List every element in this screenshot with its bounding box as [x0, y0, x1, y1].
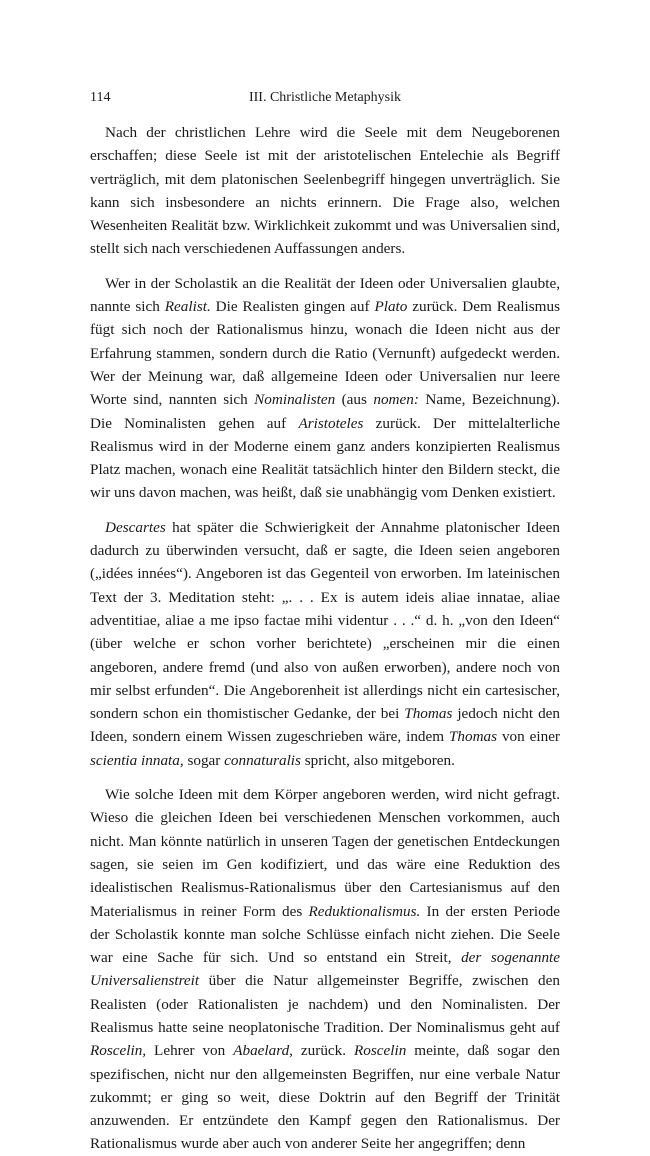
- italic-text: Plato: [374, 298, 408, 316]
- text-run: von einer: [497, 728, 560, 746]
- running-head: III. Christliche Metaphysik: [248, 90, 402, 105]
- text-run: zurück. Der mittelalterliche Realismus wird in der Moderne einem ganz anders konzipierten Realismus Platz machen, wonach eine Realität tatsächlich hinter den Bildern steckt, die wir uns davon machen, was heißt, daß sie unabhängig vom Denken existiert.: [90, 414, 561, 502]
- italic-text: Descartes: [105, 518, 166, 536]
- text-run: hat später die Schwierigkeit der Annahme platonischer Ideen dadurch zu überwinden versucht, daß er sagte, die Ideen seien angeboren („idées innées“). Angeboren ist das Gegenteil von erworben. Im lateinischen Text der 3. Meditation steht: „. . . Ex is autem ideis aliae innatae, aliae adventitiae, aliae a me ipso factae mihi videntur . . .“ d. h. „von den Ideen“ (über welche er schon vorher berichtete) „erscheinen mir die einen angeboren, andere fremd (und also von außen erworben), andere noch von mir selbst erfunden“. Die Angeborenheit ist allerdings nicht ein cartesischer, sondern schon ein thomistischer Gedanke, der bei: [90, 518, 560, 723]
- italic-text: Thomas: [448, 728, 498, 746]
- text-run: über die Natur allgemeinster Begriffe, zwischen den Realisten (oder Rationalisten je nachdem) und den Nominalisten. Der Realismus hatte seine neoplatonische Tradition. Der Nominalismus geht auf: [90, 972, 560, 1036]
- text-run: Name, Bezeichnung). Die Nominalisten gehen auf: [90, 391, 560, 432]
- text-run: (aus: [335, 391, 374, 409]
- text-run: zurück. Dem Realismus fügt sich noch der Rationalismus hinzu, wonach die Ideen nicht aus der Erfahrung stammen, sondern durch die Ratio (Vernunft) aufgedeckt werden. Wer der Meinung war, daß allgemeine Ideen oder Universalien nur leere Worte sind, nannten sich: [90, 298, 560, 409]
- italic-text: Nominalisten: [254, 391, 336, 409]
- text-run: Wie solche Ideen mit dem Körper angeboren werden, wird nicht gefragt. Wieso die gleichen Ideen bei verschiedenen Menschen vorkommen, auch nicht. Man könnte natürlich in unseren Tagen der genetischen Entdeckungen sagen, sie seien im Gen kodifiziert, und das wäre eine Reduktion des idealistischen Realismus-Rationalismus über den Cartesianismus auf den Materialismus in reiner Form des: [90, 786, 560, 920]
- italic-text: Reduktionalismus.: [308, 902, 421, 920]
- text-run: spricht, also mitgeboren.: [300, 751, 455, 769]
- italic-text: Roscelin,: [90, 1042, 147, 1060]
- italic-text: der sogenannte Universalienstreit: [90, 949, 561, 990]
- page-number: 114: [90, 90, 111, 105]
- paragraph: [90, 272, 560, 505]
- text-run: Die Realisten gingen auf: [210, 298, 375, 316]
- page-header: [90, 90, 560, 110]
- italic-text: nomen:: [373, 391, 419, 409]
- text-run: Lehrer von: [146, 1042, 234, 1060]
- italic-text: Realist.: [164, 298, 211, 316]
- paragraph: [90, 783, 560, 1156]
- paragraph: [90, 516, 560, 772]
- italic-text: connaturalis: [224, 751, 301, 769]
- italic-text: Roscelin: [354, 1042, 407, 1060]
- italic-text: Aristoteles: [298, 414, 364, 432]
- text-run: zurück.: [292, 1042, 354, 1060]
- paragraph: [90, 121, 560, 261]
- text-run: In der ersten Periode der Scholastik konnte man solche Schlüsse einfach nicht ziehen. Die Seele war eine Sache für sich. Und so entstand ein Streit,: [90, 902, 560, 967]
- italic-text: Thomas: [404, 705, 453, 723]
- text-run: meinte, daß sogar den spezifischen, nicht nur den allgemeinsten Begriffen, nur eine verbale Natur zukommt; er ging so weit, diese Doktrin auf den Begriff der Trinität anzuwenden. Er entzündete den Kampf gegen den Rationalismus. Der Rationalismus wurde aber auch von anderer Seite her angegriffen; denn: [90, 1042, 560, 1153]
- italic-text: Abaelard,: [233, 1042, 293, 1060]
- text-run: Nach der christlichen Lehre wird die Seele mit dem Neugeborenen erschaffen; diese Seele ist mit der aristotelischen Entelechie als Begriff verträglich, mit dem platonischen Seelenbegriff hingegen unverträglich. Sie kann sich insbesondere an nichts erinnern. Die Frage also, welchen Wesenheiten Realität bzw. Wirklichkeit zukommt und was Universalien sind, stellt sich nach verschiedenen Auffassungen anders.: [90, 124, 560, 258]
- text-run: Wer in der Scholastik an die Realität der Ideen oder Universalien glaubte, nannte sich: [90, 274, 560, 316]
- italic-text: scientia innata,: [90, 751, 184, 769]
- text-run: sogar: [183, 751, 225, 769]
- body-text: [90, 121, 560, 1156]
- text-run: jedoch nicht den Ideen, sondern einem Wissen zugeschrieben wäre, indem: [90, 705, 560, 746]
